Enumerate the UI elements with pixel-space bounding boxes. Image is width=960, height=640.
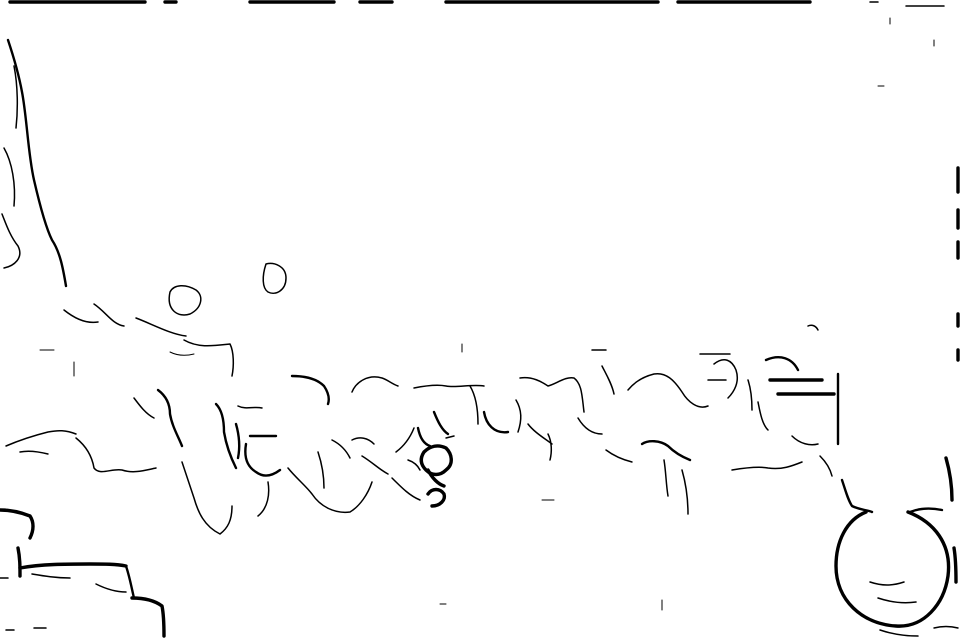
left-cliff-edge [2,40,233,376]
foreground-right-round-shape [836,458,958,636]
center-dark-detail [408,412,454,506]
foreground-left-structure [0,510,164,636]
town-detail-edges [6,344,832,610]
horizon-ridge-edges [169,264,838,445]
top-edge-fragments [10,2,944,86]
